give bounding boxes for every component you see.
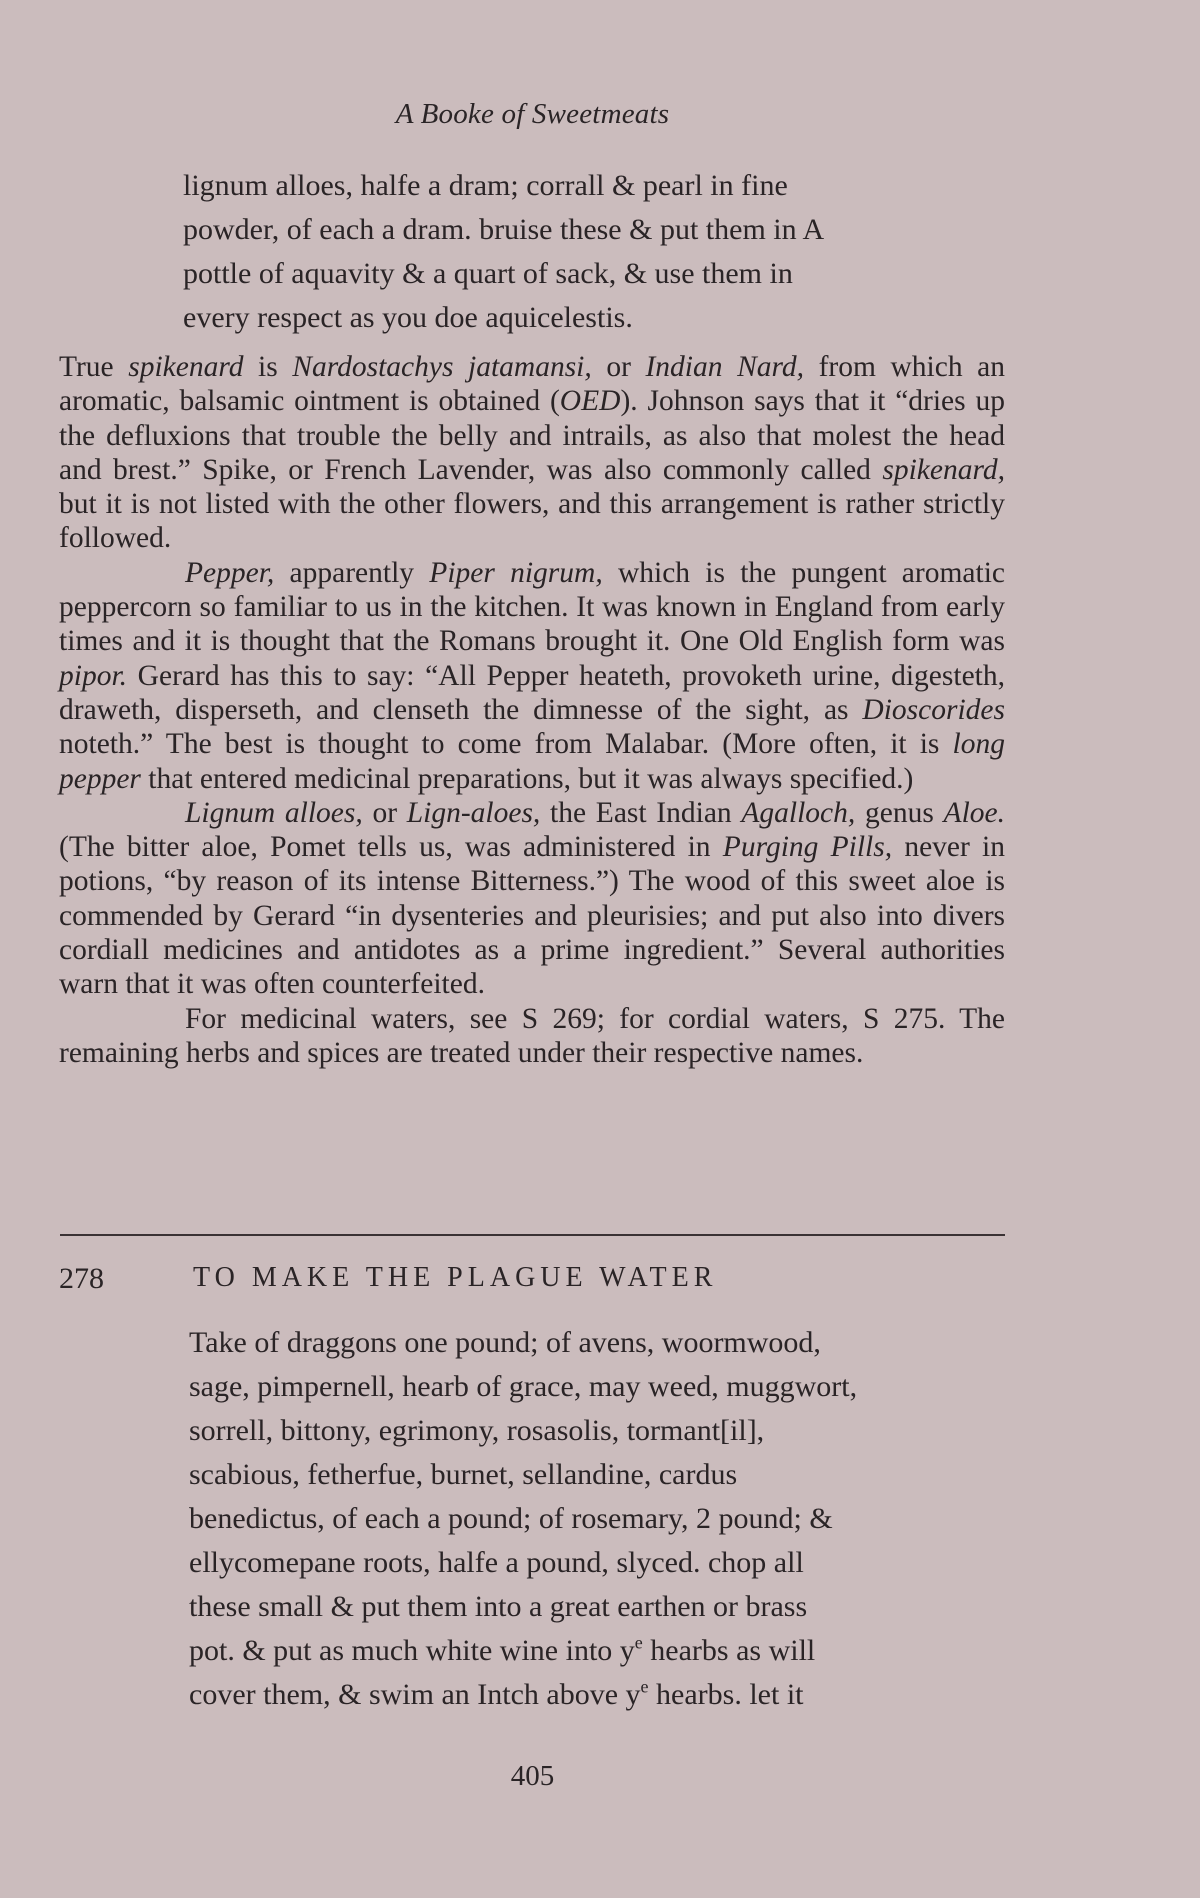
italic-text: Piper nigrum, <box>429 556 603 589</box>
italic-text: Lign-aloes, <box>406 796 541 829</box>
recipe-text <box>189 1321 1019 1717</box>
text-run: or <box>362 796 407 829</box>
superscript-text: e <box>634 1632 643 1653</box>
recipe-line <box>189 1453 1019 1497</box>
text-run: apparently <box>274 556 430 589</box>
text-run: or <box>591 351 646 383</box>
recipe-number: 278 <box>59 1262 104 1295</box>
recipe-title: TO MAKE THE PLAGUE WATER <box>193 1262 718 1293</box>
text-run: sage, pimpernell, hearb of grace, may weed, muggwort, <box>189 1370 858 1403</box>
recipe-line <box>189 1497 1019 1541</box>
recipe-line <box>189 1541 1019 1585</box>
text-run: cover them, & swim an Intch above y <box>189 1678 641 1711</box>
text-run: True <box>59 351 129 383</box>
text-run: (The bitter aloe, Pomet tells us, was administered in <box>59 831 723 864</box>
text-run: Take of draggons one pound; of avens, woormwood, <box>189 1326 821 1359</box>
running-head: A Booke of Sweetmeats <box>395 98 670 130</box>
page-number: 405 <box>510 1760 555 1792</box>
italic-text: pipor. <box>59 659 128 692</box>
text-run: For medicinal waters, see S 269; for cordial waters, S 275. The remaining herbs and spices are treated under their respective names. <box>59 1002 1005 1069</box>
recipe-line <box>189 1673 1019 1717</box>
text-run: is <box>243 351 293 383</box>
italic-text: OED <box>559 385 621 418</box>
section-divider <box>60 1234 1005 1236</box>
italic-text: Lignum alloes, <box>185 796 363 829</box>
text-run: Gerard has this to say: “All Pepper heateth, provoketh urine, digesteth, draweth, disperseth, and clenseth the dimnesse of the sight, as <box>59 659 1005 726</box>
text-run: never in potions, “by reason of its intense Bitterness.”) The wood of this sweet aloe is commended by Gerard “in dysenteries and pleurisies; and put also into divers cordiall medicines and antidotes as a prime ingredient.” Several authorities warn that it was often counterfeited. <box>59 831 1005 1001</box>
superscript-text: e <box>640 1676 649 1697</box>
text-run: but it is not listed with the other flowers, and this arrangement is rather strictly followed. <box>59 488 1005 555</box>
italic-text: Pepper, <box>185 556 275 589</box>
italic-text: Aloe. <box>943 796 1005 829</box>
text-run: that entered medicinal preparations, but it was always specified.) <box>140 762 914 795</box>
text-run: ellycomepane roots, halfe a pound, slyced. chop all <box>189 1546 804 1579</box>
text-run: sorrell, bittony, egrimony, rosasolis, tormant[il], <box>189 1414 765 1447</box>
italic-text: Purging Pills, <box>722 831 893 864</box>
italic-text: spikenard <box>128 351 244 383</box>
recipe-line <box>189 1585 1019 1629</box>
text-run: which is the pungent aromatic peppercorn so familiar to us in the kitchen. It was known in England from early times and it is thought that the Romans brought it. One Old English form was <box>59 556 1005 658</box>
commentary-paragraph <box>59 1002 1005 1071</box>
text-run: these small & put them into a great earthen or brass <box>189 1590 808 1623</box>
text-run: ). Johnson says that it “dries up the defluxions that trouble the belly and intrails, as also that molest the head and brest.” Spike, or French Lavender, was also commonly called <box>59 385 1006 486</box>
recipe-line <box>189 1409 1019 1453</box>
text-run: the East Indian <box>540 796 742 829</box>
text-run: hearbs. let it <box>648 1678 804 1711</box>
italic-text: spikenard, <box>882 453 1005 486</box>
italic-text: Nardostachys jatamansi, <box>292 351 592 383</box>
text-run: noteth.” The best is thought to come from Malabar. (More often, it is <box>59 728 953 761</box>
recipe-line <box>189 1365 1019 1409</box>
text-run: benedictus, of each a pound; of rosemary, 2 pound; & <box>189 1502 833 1535</box>
text-run: genus <box>855 796 944 829</box>
italic-text: Agalloch, <box>741 796 856 829</box>
commentary-paragraph <box>59 796 1005 1002</box>
commentary <box>59 350 1005 1070</box>
italic-text: Dioscorides <box>862 693 1005 726</box>
recipe-continuation-text: lignum alloes, halfe a dram; corrall & pearl in fine powder, of each a dram. bruise these & put them in A pottle of aquavity & a quart of sack, & use them in every respect as you doe aquicelestis. <box>183 169 825 334</box>
commentary-paragraph <box>59 556 1005 796</box>
italic-text: Indian Nard, <box>645 351 805 383</box>
recipe-line <box>189 1321 1019 1365</box>
text-run: hearbs as will <box>642 1634 816 1667</box>
recipe-line <box>189 1629 1019 1673</box>
text-run: scabious, fetherfue, burnet, sellandine, cardus <box>189 1458 738 1491</box>
text-run: pot. & put as much white wine into y <box>189 1634 635 1667</box>
italic-text: long pepper <box>59 728 1005 795</box>
commentary-paragraph <box>59 350 1005 556</box>
text-run: from which an aromatic, balsamic ointment is obtained ( <box>59 351 1005 418</box>
